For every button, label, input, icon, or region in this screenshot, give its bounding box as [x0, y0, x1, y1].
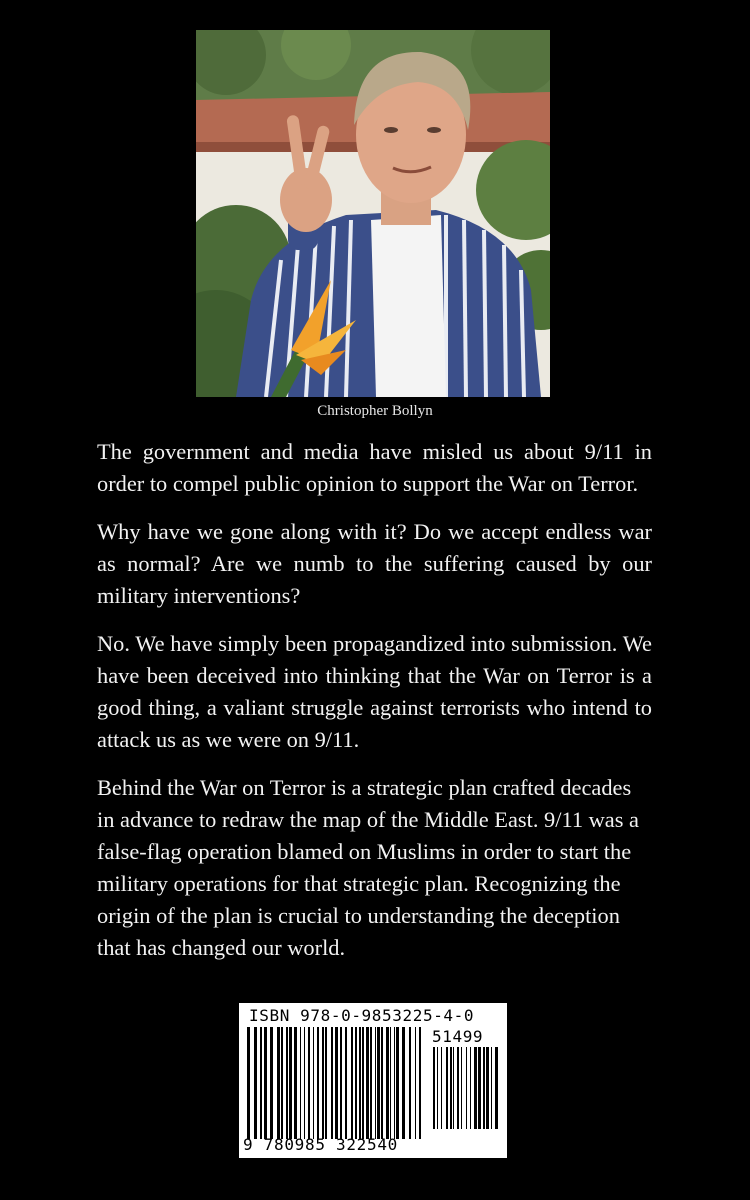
barcode-bar	[325, 1027, 327, 1139]
barcode-bar	[331, 1027, 333, 1139]
photo-caption: Christopher Bollyn	[317, 403, 433, 419]
barcode-bar	[264, 1027, 267, 1139]
barcode-bar	[402, 1027, 405, 1139]
barcode-bar	[304, 1027, 305, 1139]
barcode-bar	[370, 1027, 372, 1139]
barcode-bar	[483, 1047, 485, 1129]
blurb-paragraph: The government and media have misled us about 9/11 in order to compel public opinion to support the War on Terror.	[97, 439, 652, 496]
barcode-addon-bars	[431, 1047, 499, 1129]
barcode-bar	[313, 1027, 314, 1139]
barcode-bar	[294, 1027, 297, 1139]
blurb-paragraph: No. We have simply been propagandized into submission. We have been deceived into thinking that the War on Terror is a good thing, a valiant struggle against terrorists who intend to attack us as we were on 9/11.	[97, 631, 652, 752]
barcode-bar	[300, 1027, 301, 1139]
barcode-bar	[409, 1027, 411, 1139]
barcode-bar	[441, 1047, 442, 1129]
barcode-bar	[366, 1027, 369, 1139]
barcode-bar	[355, 1027, 357, 1139]
barcode-bar	[433, 1047, 435, 1129]
barcode-bar	[461, 1047, 462, 1129]
barcode-bars	[245, 1027, 425, 1139]
barcode-bar	[247, 1027, 250, 1139]
barcode-bar	[390, 1027, 391, 1139]
blurb-paragraph: Behind the War on Terror is a strategic plan crafted decades in advance to redraw the map of the Middle East. 9/11 was a false-flag operation blamed on Muslims in order to start the military operations for that strategic plan. Recognizing the origin of the plan is crucial to understanding the deception that has changed our world.	[97, 775, 639, 960]
isbn-label: ISBN 978-0-9853225-4-0	[249, 1006, 475, 1025]
barcode-bar	[396, 1027, 399, 1139]
barcode-bar	[322, 1027, 324, 1139]
barcode-bar	[386, 1027, 389, 1139]
barcode-bar	[277, 1027, 280, 1139]
barcode-bar	[362, 1027, 364, 1139]
barcode-bar	[474, 1047, 477, 1129]
barcode-bar	[317, 1027, 319, 1139]
barcode-bar	[457, 1047, 459, 1129]
barcode-bar	[419, 1027, 421, 1139]
barcode-bar	[486, 1047, 489, 1129]
barcode-digits: 9 780985 322540	[243, 1135, 398, 1154]
barcode-bar	[415, 1027, 416, 1139]
barcode-bar	[453, 1047, 454, 1129]
barcode-bar	[491, 1047, 492, 1129]
barcode-bar	[450, 1047, 452, 1129]
barcode-bar	[281, 1027, 283, 1139]
barcode-bar	[470, 1047, 471, 1129]
price-code: 51499	[432, 1027, 484, 1046]
barcode-bar	[289, 1027, 292, 1139]
barcode-bar	[351, 1027, 353, 1139]
barcode-bar	[308, 1027, 310, 1139]
isbn-barcode	[239, 1003, 507, 1158]
barcode-bar	[394, 1027, 395, 1139]
barcode-bar	[260, 1027, 262, 1139]
barcode-bar	[381, 1027, 383, 1139]
author-photo	[196, 30, 550, 397]
barcode-bar	[377, 1027, 380, 1139]
blurb-paragraph: Why have we gone along with it? Do we accept endless war as normal? Are we numb to the suffering caused by our military interventions?	[97, 519, 652, 608]
barcode-bar	[359, 1027, 361, 1139]
barcode-bar	[437, 1047, 438, 1129]
barcode-bar	[375, 1027, 376, 1139]
author-photo-illustration	[196, 30, 550, 397]
barcode-bar	[478, 1047, 481, 1129]
barcode-bar	[345, 1027, 347, 1139]
barcode-bar	[286, 1027, 288, 1139]
barcode-bar	[466, 1047, 467, 1129]
barcode-bar	[270, 1027, 273, 1139]
blurb-text	[97, 436, 652, 980]
barcode-bar	[335, 1027, 338, 1139]
barcode-bar	[495, 1047, 498, 1129]
barcode-bar	[254, 1027, 257, 1139]
barcode-bar	[446, 1047, 448, 1129]
barcode-bar	[340, 1027, 342, 1139]
